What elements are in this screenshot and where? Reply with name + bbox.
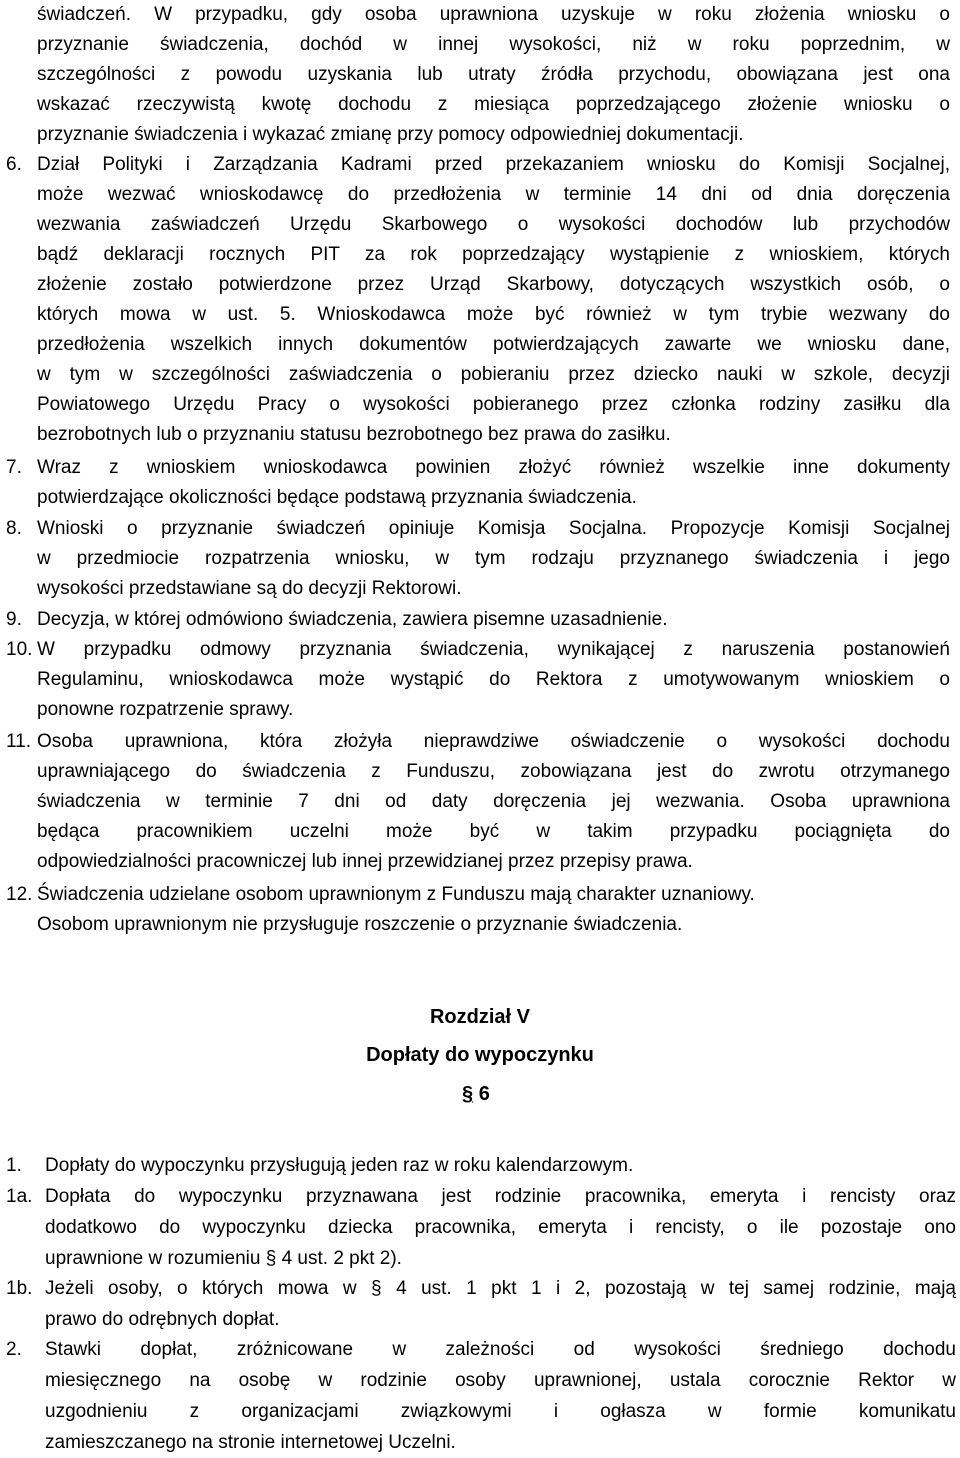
list-item-7 <box>6 453 950 513</box>
text-line: przyznanie świadczenia, dochód w innej wysokości, niż w roku poprzednim, w <box>37 34 950 55</box>
section-heading <box>462 1083 490 1106</box>
text-line: Decyzja, w której odmówiono świadczenia, zawiera pisemne uzasadnienie. <box>37 609 668 630</box>
item-number: 1a. <box>6 1186 33 1207</box>
section-item-2 <box>6 1334 956 1458</box>
text-line: będąca pracownikiem uczelni może być w takim przypadku pociągnięta do <box>37 821 950 842</box>
text-line: wskazać rzeczywistą kwotę dochodu z miesiąca poprzedzającego złożenie wniosku o <box>37 94 950 115</box>
text-line: szczególności z powodu uzyskania lub utraty źródła przychodu, obowiązana jest ona <box>37 64 950 85</box>
section-number: 6 <box>478 1083 490 1105</box>
text-line: prawo do odrębnych dopłat. <box>45 1309 280 1330</box>
chapter-title: Rozdział V <box>429 1006 530 1028</box>
item-number: 1b. <box>6 1278 33 1299</box>
text-line: przedłożenia wszelkich innych dokumentów potwierdzających zawarte we wniosku dane, <box>37 334 950 355</box>
text-line: wysokości przedstawiane są do decyzji Rektorowi. <box>37 578 462 599</box>
list-item-6 <box>6 150 950 450</box>
text-line: Świadczenia udzielane osobom uprawnionym z Funduszu mają charakter uznaniowy. <box>37 884 755 905</box>
text-line: zamieszczanego na stronie internetowej Uczelni. <box>45 1432 456 1453</box>
text-line: uzgodnieniu z organizacjami związkowymi i ogłasza w formie komunikatu <box>45 1401 956 1422</box>
item-number: 11. <box>6 731 32 752</box>
text-line: ponowne rozpatrzenie sprawy. <box>37 699 294 720</box>
list-item-11 <box>6 727 950 877</box>
section-item-1b <box>6 1273 956 1335</box>
text-line: Dopłaty do wypoczynku przysługują jeden raz w roku kalendarzowym. <box>45 1155 634 1176</box>
text-line: wezwania zaświadczeń Urzędu Skarbowego o wysokości dochodów lub przychodów <box>37 214 950 235</box>
item-number: 7. <box>6 457 22 478</box>
text-line: Jeżeli osoby, o których mowa w § 4 ust. 1 pkt 1 i 2, pozostają w tej samej rodzinie, mają <box>45 1278 956 1299</box>
text-line: Wraz z wnioskiem wnioskodawca powinien złożyć również wszelkie inne dokumenty <box>37 457 950 478</box>
section-symbol: § <box>462 1083 474 1105</box>
text-line: może wezwać wnioskodawcę do przedłożenia w terminie 14 dni od dnia doręczenia <box>37 184 950 205</box>
item-number: 10. <box>6 639 33 660</box>
text-line: Osoba uprawniona, która złożyła nieprawdziwe oświadczenie o wysokości dochodu <box>37 731 950 752</box>
text-line: W przypadku odmowy przyznania świadczenia, wynikającej z naruszenia postanowień <box>37 639 950 660</box>
text-line: uprawniającego do świadczenia z Funduszu, zobowiązana jest do zwrotu otrzymanego <box>37 761 950 782</box>
text-line: Dział Polityki i Zarządzania Kadrami przed przekazaniem wniosku do Komisji Socjalnej, <box>37 154 950 175</box>
text-line: w przedmiocie rozpatrzenia wniosku, w tym rodzaju przyznanego świadczenia i jego <box>37 548 950 569</box>
text-line: Osobom uprawnionym nie przysługuje roszczenie o przyznanie świadczenia. <box>37 914 683 935</box>
text-line: Powiatowego Urzędu Pracy o wysokości pobieranego przez członka rodziny zasiłku dla <box>37 394 950 415</box>
text-line: przyznanie świadczenia i wykazać zmianę przy pomocy odpowiedniej dokumentacji. <box>37 124 744 145</box>
text-line: dodatkowo do wypoczynku dziecka pracownika, emeryta i rencisty, o ile pozostaje ono <box>45 1217 956 1238</box>
list-item-8 <box>6 514 950 604</box>
list-item-12 <box>6 880 950 940</box>
text-line: bezrobotnych lub o przyznaniu statusu bezrobotnego bez prawa do zasiłku. <box>37 424 671 445</box>
text-line: Stawki dopłat, zróżnicowane w zależności od wysokości średniego dochodu <box>45 1339 956 1360</box>
text-line: świadczeń. W przypadku, gdy osoba uprawniona uzyskuje w roku złożenia wniosku o <box>37 4 950 25</box>
text-line: odpowiedzialności pracowniczej lub innej przewidzianej przez przepisy prawa. <box>37 851 693 872</box>
item-number: 9. <box>6 609 22 630</box>
text-line: Wnioski o przyznanie świadczeń opiniuje Komisja Socjalna. Propozycje Komisji Socjalnej <box>37 518 950 539</box>
item-number: 6. <box>6 154 22 175</box>
text-line: złożenie zostało potwierdzone przez Urząd Skarbowy, dotyczących wszystkich osób, o <box>37 274 950 295</box>
text-line: bądź deklaracji rocznych PIT za rok poprzedzający wystąpienie z wnioskiem, których <box>37 244 950 265</box>
list-item-10 <box>6 635 950 725</box>
text-line: Regulaminu, wnioskodawca może wystąpić do Rektora z umotywowanym wnioskiem o <box>37 669 950 690</box>
chapter-subtitle: Dopłaty do wypoczynku <box>366 1044 594 1066</box>
text-line: Dopłata do wypoczynku przyznawana jest rodzinie pracownika, emeryta i rencisty oraz <box>45 1186 956 1207</box>
section-item-1 <box>6 1150 956 1181</box>
text-line: których mowa w ust. 5. Wnioskodawca może być również w tym trybie wezwany do <box>37 304 950 325</box>
list-item-9 <box>6 605 950 635</box>
text-line: miesięcznego na osobę w rodzinie osoby uprawnionej, ustala corocznie Rektor w <box>45 1370 956 1391</box>
text-line: w tym w szczególności zaświadczenia o pobieraniu przez dziecko nauki w szkole, decyzji <box>37 364 950 385</box>
text-line: uprawnione w rozumieniu § 4 ust. 2 pkt 2). <box>45 1248 402 1269</box>
intro-paragraph <box>37 0 950 150</box>
text-line: potwierdzające okoliczności będące podstawą przyznania świadczenia. <box>37 487 637 508</box>
text-line: świadczenia w terminie 7 dni od daty doręczenia jej wezwania. Osoba uprawniona <box>37 791 950 812</box>
item-number: 2. <box>6 1339 22 1360</box>
section-item-1a <box>6 1181 956 1274</box>
item-number: 12. <box>6 884 33 905</box>
item-number: 8. <box>6 518 22 539</box>
item-number: 1. <box>6 1155 22 1176</box>
